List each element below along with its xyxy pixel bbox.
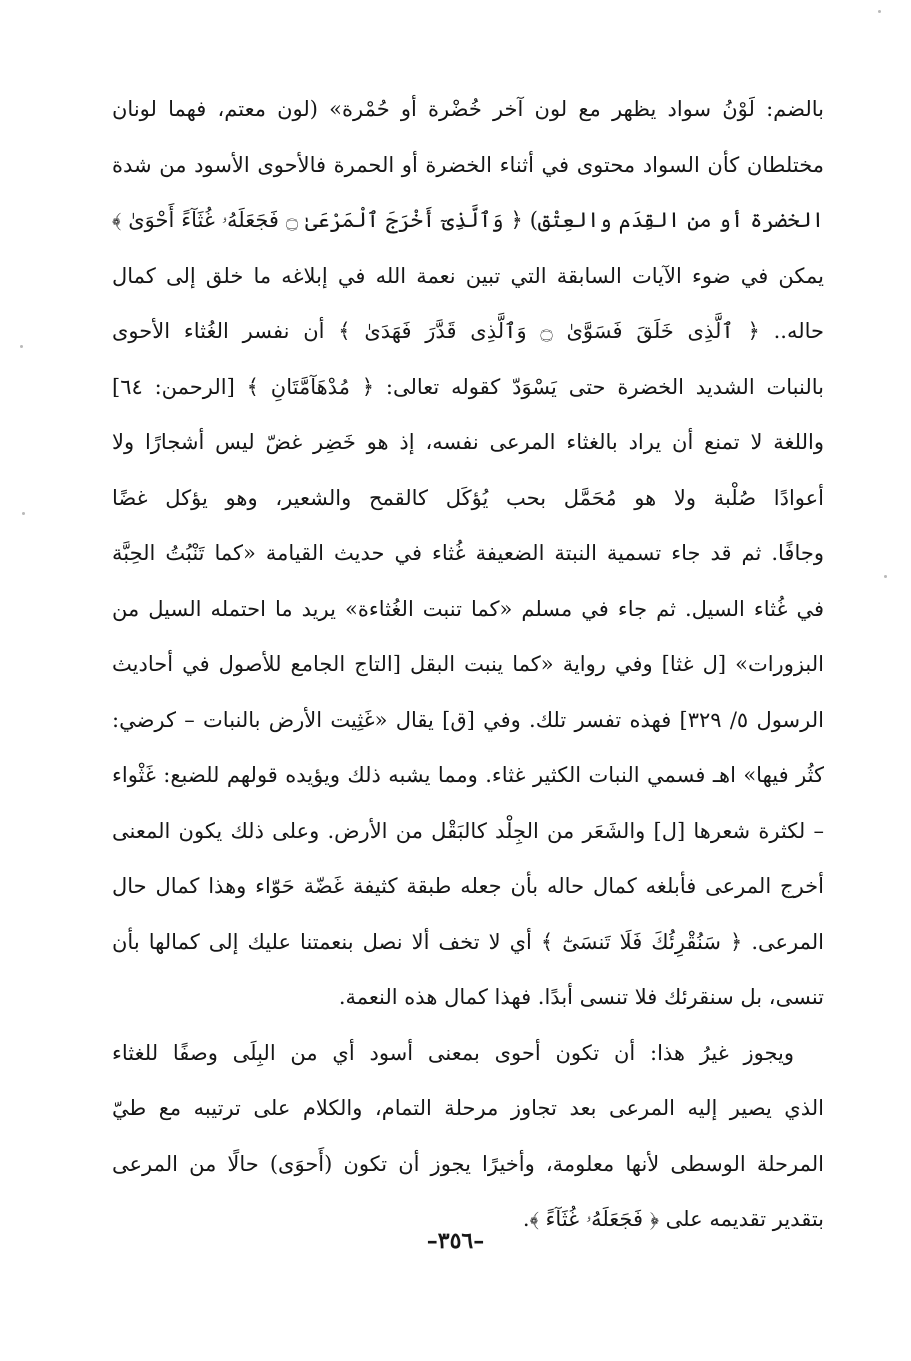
text-line: يمكن في ضوء الآيات السابقة التي تبين نعمة الله في إبلاغه ما خلق إلى كمال (112, 263, 824, 288)
text-line: في غُثاء السيل. ثم جاء في مسلم «كما تنبت الغُثاءة» يريد ما احتمله السيل من (112, 596, 824, 621)
page-number: –٣٥٦– (426, 1228, 485, 1254)
text-line: بالضم: لَوْنُ سواد يظهر مع لون آخر خُضْرة أو حُمْرة» (لون معتم، فهما لونان (112, 97, 824, 121)
text-line: كثُر فيها» اهـ فسمي النبات الكثير غثاء. ومما يشبه ذلك ويؤيده قولهم للضبع: غَثْواء (112, 763, 824, 787)
text-line: مختلطان كأن السواد محتوى في أثناء الخضرة أو الحمرة فالأحوى الأسود من شدة (112, 152, 824, 177)
text-line: البزورات» [ل غثا] وفي رواية «كما ينبت البقل [التاج الجامع للأصول في أحاديث (112, 652, 824, 676)
text-line: أعوادًا صُلْبة ولا هو مُحَمَّل بحب يُؤكَل كالقمح والشعير، وهو يؤكل غضًا (112, 485, 824, 510)
text-line: وجافًا. ثم قد جاء تسمية النبتة الضعيفة غُثاء في حديث القيامة «كما تَنْبُتُ الحِبَّة (112, 541, 824, 565)
text-line: الذي يصير إليه المرعى بعد تجاوز مرحلة التمام، والكلام على ترتيبه مع طيّ (112, 1096, 824, 1120)
scan-speck (884, 575, 887, 578)
text-line: المرعى. ﴿ سَنُقْرِئُكَ فَلَا تَنسَىٰٓ ﴾ أي لا تخف ألا نصل بنعمتنا عليك إلى كمالها بأن (112, 929, 824, 954)
text-line: الرسول ٥/ ٣٢٩] فهذه تفسر تلك. وفي [ق] يقال «غَثِيت الأرض بالنبات – كرضي: (112, 707, 824, 732)
text-line: بالنبات الشديد الخضرة حتى يَسْوَدّ كقوله تعالى: ﴿ مُدْهَآمَّتَانِ ﴾ [الرحمن: ٦٤] (112, 374, 824, 399)
body-text (112, 82, 824, 1248)
text-line: المرحلة الوسطى لأنها معلومة، وأخيرًا يجوز أن تكون (أَحوَى) حالًا من المرعى (112, 1151, 824, 1176)
text-line: – لكثرة شعرها [ل] والشَعَر من الجِلْد كالبَقْل من الأرض. وعلى ذلك يكون المعنى (112, 818, 824, 843)
text-line: حاله.. ﴿ ٱلَّذِى خَلَقَ فَسَوَّىٰ ۝ وَٱلَّذِى قَدَّرَ فَهَدَىٰ ﴾ أن نفسر الغُثاء الأحوى (112, 319, 824, 343)
scan-speck (20, 345, 23, 348)
text-line: تنسى، بل سنقرئك فلا تنسى أبدًا. فهذا كمال هذه النعمة. (338, 985, 824, 1009)
scan-speck (878, 10, 881, 13)
text-line: أخرج المرعى فأبلغه كمال حاله بأن جعله طبقة كثيفة غَضّة حَوّاء وهذا كمال حال (112, 874, 824, 898)
text-line: ويجوز غيرُ هذا: أن تكون أحوى بمعنى أسود أي من البِلَى وصفًا للغثاء (112, 1040, 794, 1065)
text-line: بتقدير تقديمه على ﴿ فَجَعَلَهُۥ غُثَآءً ﴾. (522, 1207, 824, 1231)
text-line: الخضرة أو من القِدَم والعِتْق) ﴿ وَٱلَّذِىٓ أَخْرَجَ ٱلْمَرْعَىٰ ۝ فَجَعَلَهُۥ غُثَآءً أَحْوَىٰ ﴾ (112, 208, 824, 232)
text-line: واللغة لا تمنع أن يراد بالغثاء المرعى نفسه، إذ هو خَضِر غضّ ليس أشجارًا ولا (112, 430, 824, 454)
scan-speck (22, 512, 25, 515)
